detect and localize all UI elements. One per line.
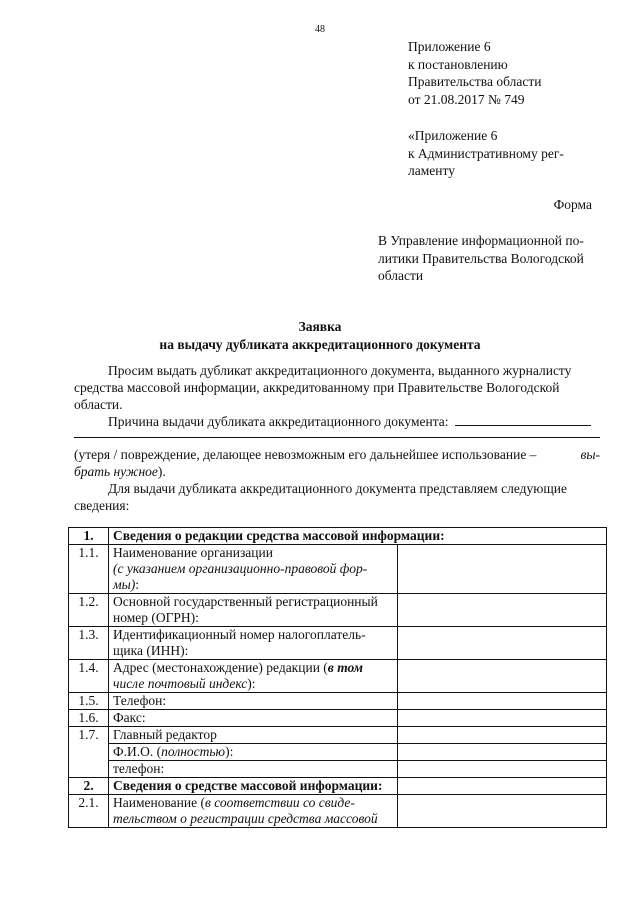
reason-note: [74, 446, 600, 480]
note-text: (утеря / повреждение, делающее невозможным его дальнейшее использование –: [74, 447, 537, 462]
appendix-regulation-reference: [408, 127, 564, 180]
value-cell[interactable]: [398, 727, 607, 744]
section-title: Сведения о средстве массовой информации:: [109, 778, 398, 795]
row-label: Главный редактор: [109, 727, 398, 744]
table-row: [69, 545, 607, 594]
row-number: 2.1.: [69, 795, 109, 828]
appendix2-line: «Приложение 6: [408, 128, 498, 143]
title-line: Заявка: [298, 319, 342, 334]
info-table: [68, 527, 607, 828]
section-number: 1.: [69, 528, 109, 545]
page-number: 48: [315, 24, 325, 35]
row-number: 1.6.: [69, 710, 109, 727]
appendix-line: от 21.08.2017 № 749: [408, 91, 525, 107]
reason-continuation-blank[interactable]: [74, 437, 600, 438]
row-label: Наименование (в соответствии со свиде- тельством о регистрации средства массовой: [109, 795, 398, 828]
table-row: [69, 594, 607, 627]
addressee: [378, 232, 584, 285]
table-row: [69, 627, 607, 660]
paragraph-line: Просим выдать дубликат аккредитационного документа, выданного журналисту: [108, 363, 572, 378]
appendix2-line: ламенту: [408, 163, 455, 178]
row-label: телефон:: [109, 761, 398, 778]
row-label: Наименование организации (с указанием организационно-правовой фор- мы):: [109, 545, 398, 594]
reason-label: Причина выдачи дубликата аккредитационного документа:: [108, 414, 449, 429]
addressee-line: В Управление информационной по-: [378, 233, 584, 248]
table-section-header: [69, 528, 607, 545]
appendix-line: Правительства области: [408, 74, 542, 89]
value-cell[interactable]: [398, 795, 607, 828]
paragraph-line: Для выдачи дубликата аккредитационного документа представляем следующие: [108, 481, 567, 496]
appendix-reference: [408, 38, 541, 108]
row-label: Идентификационный номер налогоплатель- щика (ИНН):: [109, 627, 398, 660]
row-number: 1.1.: [69, 545, 109, 594]
row-number: 1.7.: [69, 727, 109, 778]
note-end: ).: [157, 464, 166, 479]
value-cell[interactable]: [398, 761, 607, 778]
table-row: [69, 693, 607, 710]
row-label: Основной государственный регистрационный номер (ОГРН):: [109, 594, 398, 627]
row-label: Адрес (местонахождение) редакции (в том числе почтовый индекс):: [109, 660, 398, 693]
section-title: Сведения о редакции средства массовой информации:: [113, 528, 445, 543]
row-number: 1.2.: [69, 594, 109, 627]
row-number: 1.3.: [69, 627, 109, 660]
title-subline: на выдачу дубликата аккредитационного документа: [159, 337, 481, 352]
section-number: 2.: [69, 778, 109, 795]
note-italic: вы-: [580, 447, 600, 462]
table-section-header: [69, 778, 607, 795]
value-cell[interactable]: [398, 594, 607, 627]
value-cell[interactable]: [398, 627, 607, 660]
value-cell[interactable]: [398, 744, 607, 761]
value-cell[interactable]: [398, 778, 607, 795]
row-label: Телефон:: [109, 693, 398, 710]
table-row: [69, 744, 607, 761]
paragraph-line: сведения:: [74, 498, 130, 513]
appendix-line: Приложение 6: [408, 39, 491, 54]
value-cell[interactable]: [398, 710, 607, 727]
row-label: Ф.И.О. (полностью):: [109, 744, 398, 761]
reason-blank[interactable]: [455, 413, 591, 426]
note-italic: брать нужное: [74, 464, 158, 479]
row-number: 1.4.: [69, 660, 109, 693]
appendix-line: к постановлению: [408, 56, 508, 72]
paragraph-line: области.: [74, 397, 123, 412]
reason-line: [74, 413, 600, 430]
row-label: Факс:: [109, 710, 398, 727]
row-number: 1.5.: [69, 693, 109, 710]
request-paragraph: [74, 362, 600, 413]
value-cell[interactable]: [398, 545, 607, 594]
table-row: [69, 727, 607, 744]
document-title: [0, 318, 640, 354]
info-paragraph: [74, 480, 600, 514]
form-label: Форма: [553, 197, 592, 212]
value-cell[interactable]: [398, 660, 607, 693]
table-row: [69, 761, 607, 778]
addressee-line: области: [378, 268, 424, 283]
table-row: [69, 795, 607, 828]
paragraph-line: средства массовой информации, аккредитованному при Правительстве Вологодской: [74, 380, 560, 395]
value-cell[interactable]: [398, 693, 607, 710]
table-row: [69, 710, 607, 727]
addressee-line: литики Правительства Вологодской: [378, 250, 584, 266]
table-row: [69, 660, 607, 693]
appendix2-line: к Административному рег-: [408, 145, 564, 161]
